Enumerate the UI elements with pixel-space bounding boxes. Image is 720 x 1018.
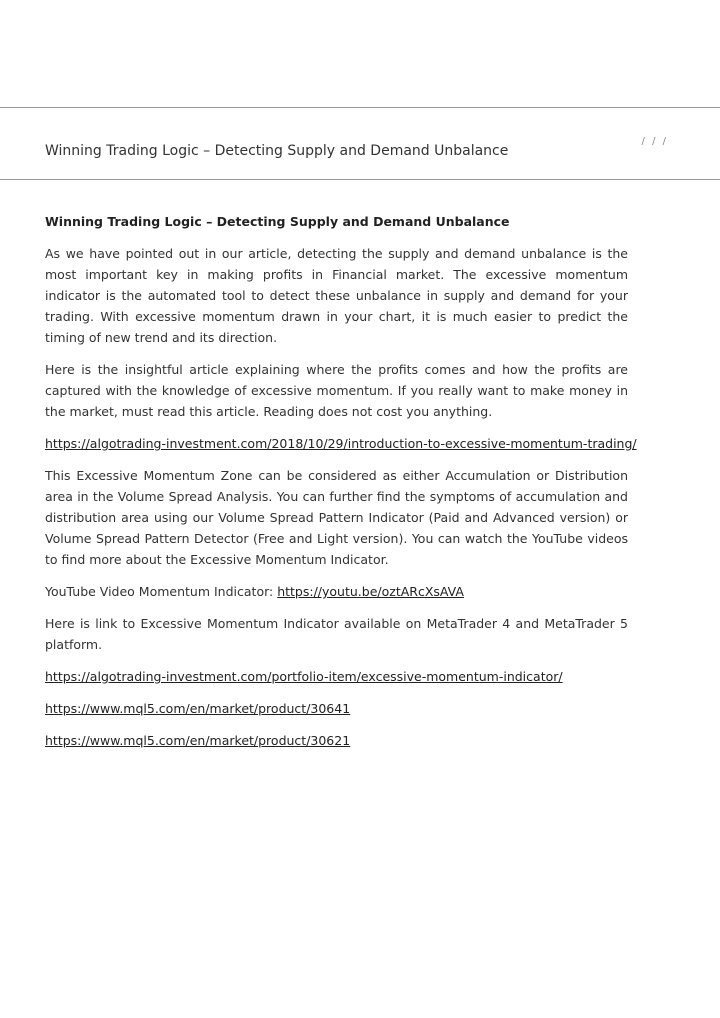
mql5-product-30641-link[interactable]: https://www.mql5.com/en/market/product/30641: [45, 701, 351, 716]
youtube-video-link[interactable]: https://youtu.be/oztARcXsAVA: [277, 584, 464, 599]
header-top-divider: [0, 107, 720, 108]
header-bottom-divider: [0, 179, 720, 180]
breadcrumb: / / /: [641, 136, 668, 147]
link-paragraph-1: [45, 433, 637, 454]
article-paragraph-4: Here is link to Excessive Momentum Indicator available on MetaTrader 4 and MetaTrader 5 platform.: [45, 616, 628, 652]
link-paragraph-2: [45, 666, 628, 687]
excessive-momentum-trading-link[interactable]: https://algotrading-investment.com/2018/10/29/introduction-to-excessive-momentum-trading/: [45, 436, 637, 451]
youtube-paragraph: [45, 581, 628, 602]
excessive-momentum-indicator-link[interactable]: https://algotrading-investment.com/portfolio-item/excessive-momentum-indicator/: [45, 669, 563, 684]
article-paragraph-3: This Excessive Momentum Zone can be considered as either Accumulation or Distribution area in the Volume Spread Analysis. You can further find the symptoms of accumulation and distribution area using our Volume Spread Pattern Indicator (Paid and Advanced version) or Volume Spread Pattern Detector (Free and Light version). You can watch the YouTube videos to find more about the Excessive Momentum Indicator.: [45, 468, 628, 567]
youtube-label: YouTube Video Momentum Indicator:: [45, 584, 278, 599]
article-paragraph-2: Here is the insightful article explaining where the profits comes and how the profits are captured with the knowledge of excessive momentum. If you really want to make money in the market, must read this article. Reading does not cost you anything.: [45, 362, 628, 419]
article-body: [45, 212, 637, 762]
article-heading: Winning Trading Logic – Detecting Supply and Demand Unbalance: [45, 214, 510, 229]
article-paragraph-1: As we have pointed out in our article, detecting the supply and demand unbalance is the most important key in making profits in Financial market. The excessive momentum indicator is the automated tool to detect these unbalance in supply and demand for your trading. With excessive momentum drawn in your chart, it is much easier to predict the timing of new trend and its direction.: [45, 246, 628, 345]
link-paragraph-3: [45, 698, 628, 719]
page-title: Winning Trading Logic – Detecting Supply and Demand Unbalance: [45, 143, 509, 159]
mql5-product-30621-link[interactable]: https://www.mql5.com/en/market/product/30621: [45, 733, 351, 748]
link-paragraph-4: [45, 730, 628, 751]
